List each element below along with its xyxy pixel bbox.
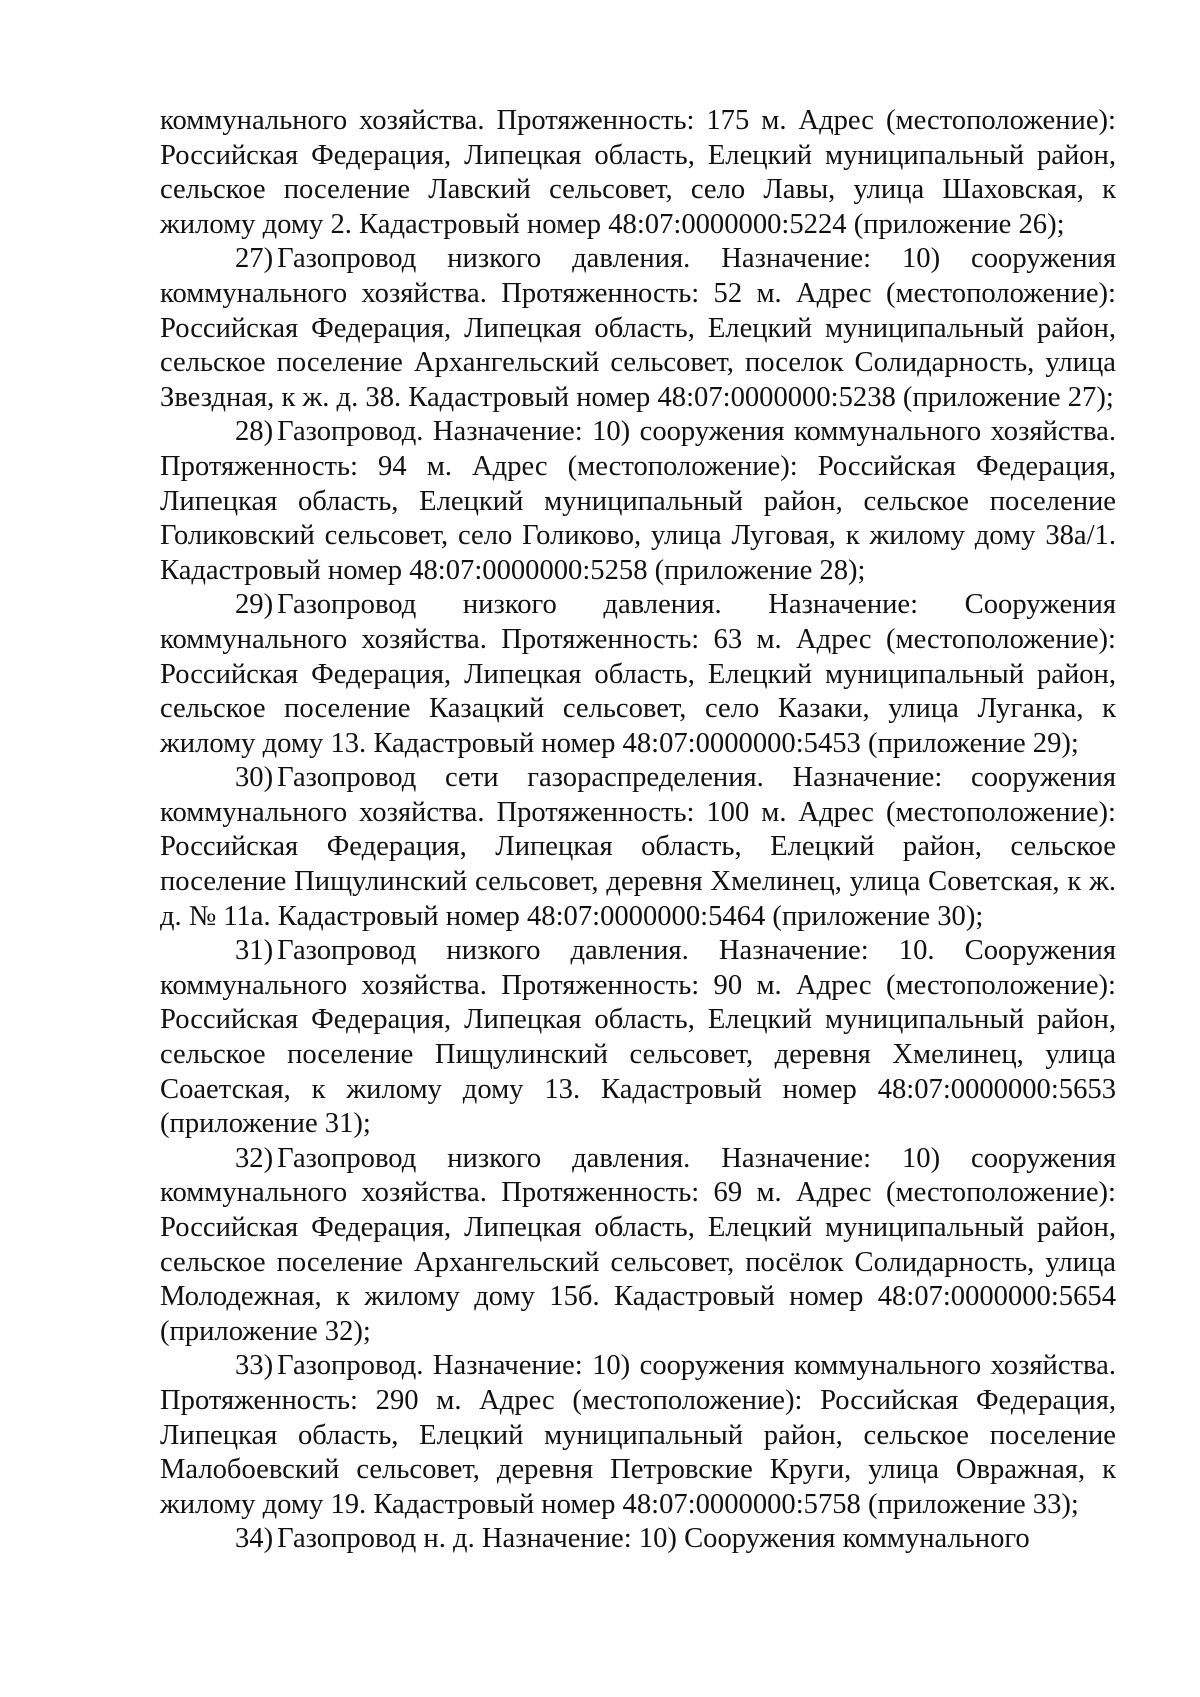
paragraph-text: Газопровод. Назначение: 10) сооружения коммунального хозяйства. Протяженность: 290 м. Адрес (местоположение): Российская Федерация, Липецкая область, Елецкий муниципальный район, сельское поселение Малобоевский сельсовет, деревня Петровские Круги, улица Овражная, к жилому дому 19. Кадастровый номер 48:07:0000000:5758 (приложение 33); bbox=[160, 1350, 1116, 1520]
paragraph-item-34 bbox=[160, 1522, 1116, 1557]
paragraph-text: Газопровод низкого давления. Назначение: 10) сооружения коммунального хозяйства. Протяженность: 52 м. Адрес (местоположение): Российская Федерация, Липецкая область, Елецкий муниципальный район, сельское поселение Архангельский сельсовет, поселок Солидарность, улица Звездная, к ж. д. 38. Кадастровый номер 48:07:0000000:5238 (приложение 27); bbox=[160, 243, 1116, 413]
paragraph-text: Газопровод н. д. Назначение: 10) Сооружения коммунального bbox=[277, 1523, 1030, 1555]
paragraph-text: Газопровод сети газораспределения. Назначение: сооружения коммунального хозяйства. Протяженность: 100 м. Адрес (местоположение): Российская Федерация, Липецкая область, Елецкий район, сельское поселение Пищулинский сельсовет, деревня Хмелинец, улица Советская, к ж. д. № 11а. Кадастровый номер 48:07:0000000:5464 (приложение 30); bbox=[160, 762, 1116, 932]
item-number: 32) bbox=[235, 1142, 274, 1174]
paragraph-text: Газопровод. Назначение: 10) сооружения коммунального хозяйства. Протяженность: 94 м. Адрес (местоположение): Российская Федерация, Липецкая область, Елецкий муниципальный район, сельское поселение Голиковский сельсовет, село Голиково, улица Луговая, к жилому дому 38а/1. Кадастровый номер 48:07:0000000:5258 (приложение 28); bbox=[160, 416, 1116, 586]
paragraph-text: Газопровод низкого давления. Назначение: Сооружения коммунального хозяйства. Протяженность: 63 м. Адрес (местоположение): Российская Федерация, Липецкая область, Елецкий муниципальный район, сельское поселение Казацкий сельсовет, село Казаки, улица Луганка, к жилому дому 13. Кадастровый номер 48:07:0000000:5453 (приложение 29); bbox=[160, 589, 1116, 759]
item-number: 29) bbox=[235, 589, 274, 621]
paragraph-item-29 bbox=[160, 588, 1116, 761]
paragraph-text: Газопровод низкого давления. Назначение: 10) сооружения коммунального хозяйства. Протяженность: 69 м. Адрес (местоположение): Российская Федерация, Липецкая область, Елецкий муниципальный район, сельское поселение Архангельский сельсовет, посёлок Солидарность, улица Молодежная, к жилому дому 15б. Кадастровый номер 48:07:0000000:5654 (приложение 32); bbox=[160, 1142, 1116, 1347]
item-number: 28) bbox=[235, 416, 274, 448]
item-number: 34) bbox=[235, 1523, 274, 1555]
item-number: 31) bbox=[235, 935, 274, 967]
paragraph-item-32 bbox=[160, 1142, 1116, 1350]
paragraph-item-31 bbox=[160, 934, 1116, 1142]
paragraph-item-30 bbox=[160, 761, 1116, 934]
item-number: 30) bbox=[235, 762, 274, 794]
paragraph-item-33 bbox=[160, 1349, 1116, 1522]
paragraph-text: Газопровод низкого давления. Назначение: 10. Сооружения коммунального хозяйства. Протяженность: 90 м. Адрес (местоположение): Российская Федерация, Липецкая область, Елецкий муниципальный район, сельское поселение Пищулинский сельсовет, деревня Хмелинец, улица Соаетская, к жилому дому 13. Кадастровый номер 48:07:0000000:5653 (приложение 31); bbox=[160, 935, 1116, 1140]
paragraph-text: коммунального хозяйства. Протяженность: 175 м. Адрес (местоположение): Российская Федерация, Липецкая область, Елецкий муниципальный район, сельское поселение Лавский сельсовет, село Лавы, улица Шаховская, к жилому дому 2. Кадастровый номер 48:07:0000000:5224 (приложение 26); bbox=[160, 105, 1116, 240]
paragraph-item-27 bbox=[160, 242, 1116, 415]
paragraph-continuation bbox=[160, 104, 1116, 242]
document-body bbox=[160, 104, 1116, 1557]
item-number: 27) bbox=[235, 243, 274, 275]
paragraph-item-28 bbox=[160, 415, 1116, 588]
item-number: 33) bbox=[235, 1350, 274, 1382]
